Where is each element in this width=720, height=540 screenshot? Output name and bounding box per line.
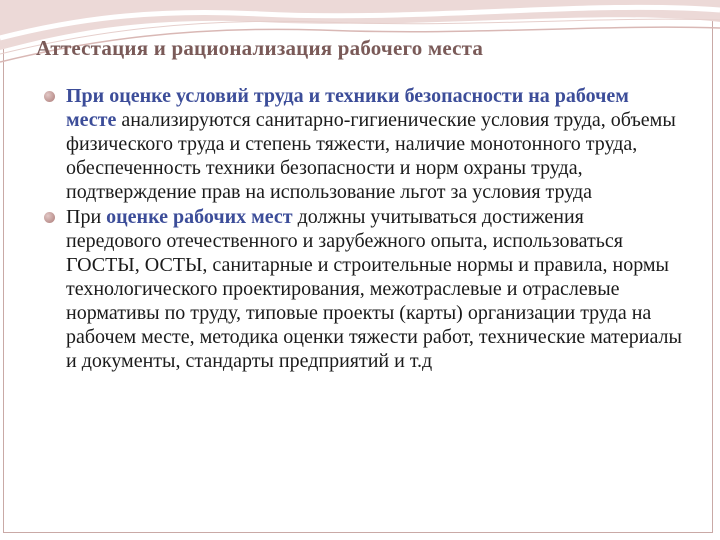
bullet-2-lead: При xyxy=(66,206,107,228)
bullet-2-text: должны учитываться достижения передового отечественного и зарубежного опыта, использоваться ГОСТЫ, ОСТЫ, санитарные и строительные нормы и правила, нормы технологического проектирования, межотраслевые и отраслевые нормативы по труду, типовые проекты (карты) организации труда на рабочем месте, методика оценки тяжести работ, технические материалы и документы, стандарты предприятий и т.д xyxy=(66,206,682,372)
bullet-1-highlight: При оценке условий труда и техники безопасности на рабочем месте xyxy=(66,85,629,131)
bullet-icon xyxy=(44,212,55,223)
slide-content xyxy=(42,84,682,374)
bullet-1-text: анализируются санитарно-гигиенические условия труда, объемы физического труда и степень тяжести, наличие монотонного труда, обеспеченность техники безопасности и норм охраны труда, подтверждение прав на использование льгот за условия труда xyxy=(66,109,676,203)
bullet-item-2 xyxy=(42,205,682,373)
bullet-item-1 xyxy=(42,84,682,204)
bullet-2-highlight: оценке рабочих мест xyxy=(106,206,293,228)
bullet-icon xyxy=(44,91,55,102)
slide-title: Аттестация и рационализация рабочего места xyxy=(36,36,484,60)
